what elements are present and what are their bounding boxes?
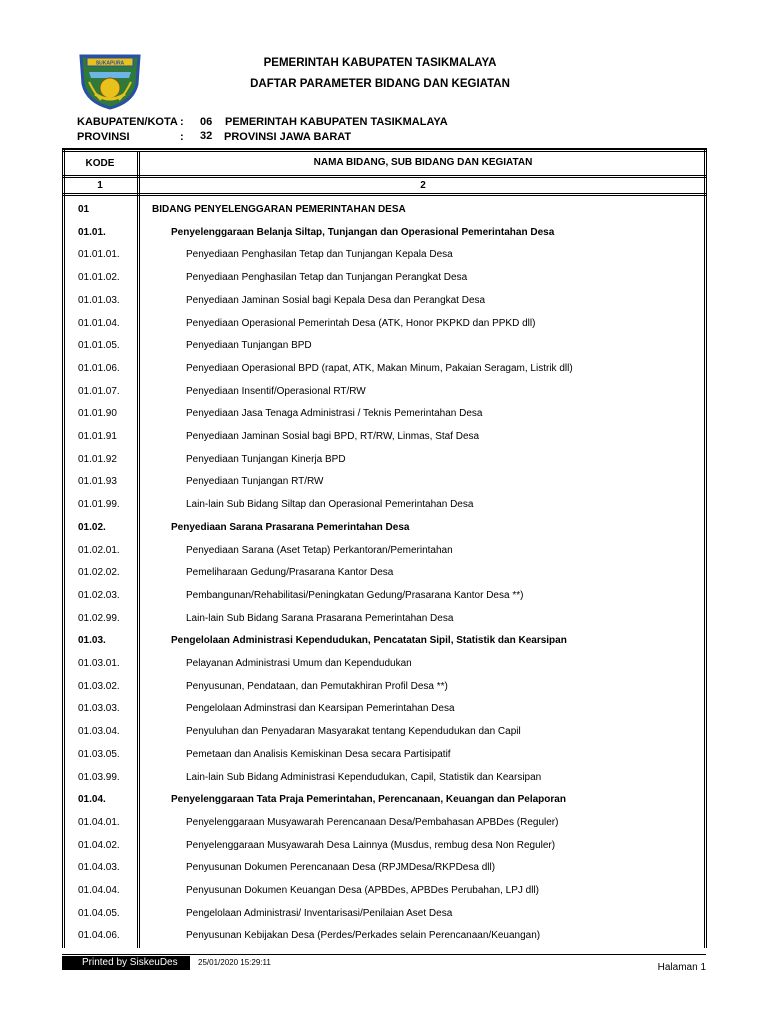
table-row	[62, 789, 706, 811]
printed-by-badge	[62, 956, 190, 970]
row-code: 01.01.99.	[78, 499, 120, 511]
table-row	[62, 517, 706, 539]
row-code: 01.01.	[78, 226, 106, 238]
table-row	[62, 540, 706, 562]
table-row	[62, 608, 706, 630]
row-name: Penyusunan Dokumen Keuangan Desa (APBDes, APBDes Perubahan, LPJ dll)	[186, 885, 539, 896]
row-code: 01	[78, 204, 90, 215]
table-row	[62, 494, 706, 516]
table-row	[62, 880, 706, 902]
row-code: 01.02.02.	[78, 567, 120, 579]
row-name: Penyediaan Tunjangan RT/RW	[186, 476, 324, 488]
row-name: Penyediaan Sarana (Aset Tetap) Perkantoran/Pemerintahan	[186, 544, 453, 556]
row-name: Penyelenggaraan Belanja Siltap, Tunjangan dan Operasional Pemerintahan Desa	[171, 226, 555, 238]
col-number-1: 1	[97, 180, 103, 191]
row-name: Penyediaan Penghasilan Tetap dan Tunjangan Kepala Desa	[186, 249, 453, 261]
row-code: 01.01.06.	[78, 362, 120, 374]
row-code: 01.01.05.	[78, 340, 120, 352]
table-row	[62, 267, 706, 289]
table-row	[62, 744, 706, 766]
table-row	[62, 630, 706, 652]
table-row	[62, 721, 706, 743]
table-row	[62, 449, 706, 471]
table-row	[62, 426, 706, 448]
row-code: 01.03.99.	[78, 771, 120, 783]
print-timestamp: 25/01/2020 15:29:11	[198, 958, 271, 967]
row-code: 01.01.03.	[78, 294, 120, 306]
row-code: 01.04.	[78, 794, 106, 806]
row-name: Penyediaan Tunjangan Kinerja BPD	[186, 453, 346, 465]
row-code: 01.04.02.	[78, 839, 120, 851]
row-code: 01.01.07.	[78, 385, 120, 397]
prov-label: PROVINSI	[77, 131, 130, 143]
row-name: Penyelenggaraan Musyawarah Desa Lainnya (Musdus, rembug desa Non Reguler)	[186, 839, 556, 851]
row-name: Penyelenggaraan Musyawarah Perencanaan Desa/Pembahasan APBDes (Reguler)	[186, 816, 559, 828]
kab-label: KABUPATEN/KOTA	[77, 116, 178, 128]
prov-name: PROVINSI JAWA BARAT	[224, 131, 352, 143]
document-title-line2: DAFTAR PARAMETER BIDANG DAN KEGIATAN	[250, 78, 510, 90]
row-code: 01.04.04.	[78, 885, 120, 896]
kab-code: 06	[200, 116, 213, 128]
row-name: Pembangunan/Rehabilitasi/Peningkatan Gedung/Prasarana Kantor Desa **)	[186, 589, 524, 601]
row-code: 01.03.02.	[78, 680, 120, 692]
row-name: Penyelenggaraan Tata Praja Pemerintahan, Perencanaan, Keuangan dan Pelaporan	[171, 794, 566, 806]
col-header-kode: KODE	[85, 158, 115, 169]
row-name: Pemeliharaan Gedung/Prasarana Kantor Desa	[186, 567, 394, 579]
row-code: 01.01.02.	[78, 272, 120, 284]
row-name: Penyuluhan dan Penyadaran Masyarakat tentang Kependudukan dan Capil	[186, 726, 521, 738]
row-code: 01.03.04.	[78, 726, 120, 738]
row-code: 01.02.	[78, 521, 106, 533]
row-code: 01.03.01.	[78, 658, 120, 669]
table-row	[62, 222, 706, 244]
row-name: Penyusunan, Pendataan, dan Pemutakhiran Profil Desa **)	[186, 680, 448, 692]
row-code: 01.03.	[78, 635, 106, 647]
row-name: Penyediaan Sarana Prasarana Pemerintahan Desa	[171, 521, 410, 533]
row-name: Pengelolaan Administrasi Kependudukan, Pencatatan Sipil, Statistik dan Kearsipan	[171, 635, 567, 647]
row-code: 01.01.91	[78, 431, 117, 442]
row-name: Penyusunan Dokumen Perencanaan Desa (RPJMDesa/RKPDesa dll)	[186, 862, 496, 874]
row-name: Lain-lain Sub Bidang Siltap dan Operasional Pemerintahan Desa	[186, 499, 474, 511]
table-row	[62, 835, 706, 857]
row-code: 01.03.03.	[78, 703, 120, 715]
footer-divider	[62, 954, 706, 955]
table-row	[62, 676, 706, 698]
row-code: 01.01.93	[78, 476, 117, 488]
table-row	[62, 358, 706, 380]
row-code: 01.01.90	[78, 408, 117, 420]
table-row	[62, 925, 706, 947]
row-name: Lain-lain Sub Bidang Administrasi Kependudukan, Capil, Statistik dan Kearsipan	[186, 771, 542, 783]
printed-by-text: Printed by SiskeuDes	[82, 957, 178, 968]
logo-banner-text: SUKAPURA	[95, 60, 125, 67]
row-name: Penyediaan Operasional Pemerintah Desa (ATK, Honor PKPKD dan PPKD dll)	[186, 317, 536, 329]
row-code: 01.04.01.	[78, 816, 120, 828]
col-number-2: 2	[420, 180, 426, 191]
prov-colon: :	[180, 131, 184, 143]
table-row	[62, 585, 706, 607]
table-row	[62, 313, 706, 335]
table-row	[62, 562, 706, 584]
prov-code: 32	[200, 130, 213, 142]
row-name: Penyediaan Tunjangan BPD	[186, 340, 312, 352]
table-row	[62, 403, 706, 425]
table-row	[62, 767, 706, 789]
table-row	[62, 335, 706, 357]
row-name: Penyediaan Jasa Tenaga Administrasi / Teknis Pemerintahan Desa	[186, 408, 483, 420]
row-name: Penyediaan Penghasilan Tetap dan Tunjangan Perangkat Desa	[186, 272, 468, 284]
row-name: Penyusunan Kebijakan Desa (Perdes/Perkades selain Perencanaan/Keuangan)	[186, 930, 541, 942]
row-code: 01.02.99.	[78, 612, 120, 624]
row-name: Penyediaan Insentif/Operasional RT/RW	[186, 385, 366, 397]
row-code: 01.01.01.	[78, 249, 120, 261]
kab-name: PEMERINTAH KABUPATEN TASIKMALAYA	[225, 116, 448, 128]
table-row	[62, 199, 706, 221]
page-number: Halaman 1	[657, 962, 706, 973]
row-code: 01.02.03.	[78, 589, 120, 601]
table-row	[62, 244, 706, 266]
row-code: 01.04.03.	[78, 862, 120, 874]
parameter-table	[62, 148, 706, 948]
row-code: 01.03.05.	[78, 748, 120, 760]
table-row	[62, 381, 706, 403]
row-code: 01.01.92	[78, 453, 117, 465]
row-code: 01.01.04.	[78, 317, 120, 329]
row-name: Lain-lain Sub Bidang Sarana Prasarana Pemerintahan Desa	[186, 612, 454, 624]
row-name: Pengelolaan Adminstrasi dan Kearsipan Pemerintahan Desa	[186, 703, 455, 715]
row-name: Pelayanan Administrasi Umum dan Kependudukan	[186, 658, 412, 669]
row-code: 01.04.05.	[78, 907, 120, 919]
row-name: Pengelolaan Administrasi/ Inventarisasi/Penilaian Aset Desa	[186, 907, 453, 919]
row-name: Penyediaan Jaminan Sosial bagi Kepala Desa dan Perangkat Desa	[186, 294, 486, 306]
table-row	[62, 290, 706, 312]
row-code: 01.02.01.	[78, 544, 120, 556]
row-name: Pemetaan dan Analisis Kemiskinan Desa secara Partisipatif	[186, 748, 451, 760]
kab-colon: :	[180, 116, 184, 128]
regency-emblem-logo	[75, 50, 145, 110]
row-name: Penyediaan Operasional BPD (rapat, ATK, Makan Minum, Pakaian Seragam, Listrik dll)	[186, 362, 573, 374]
row-name: Penyediaan Jaminan Sosial bagi BPD, RT/RW, Linmas, Staf Desa	[186, 431, 480, 442]
table-row	[62, 857, 706, 879]
document-title-line1: PEMERINTAH KABUPATEN TASIKMALAYA	[263, 57, 497, 69]
table-row	[62, 903, 706, 925]
row-code: 01.04.06.	[78, 930, 120, 942]
row-name: BIDANG PENYELENGGARAN PEMERINTAHAN DESA	[152, 204, 406, 215]
table-row	[62, 698, 706, 720]
table-row	[62, 471, 706, 493]
col-header-nama: NAMA BIDANG, SUB BIDANG DAN KEGIATAN	[313, 157, 533, 168]
table-row	[62, 653, 706, 675]
table-row	[62, 812, 706, 834]
